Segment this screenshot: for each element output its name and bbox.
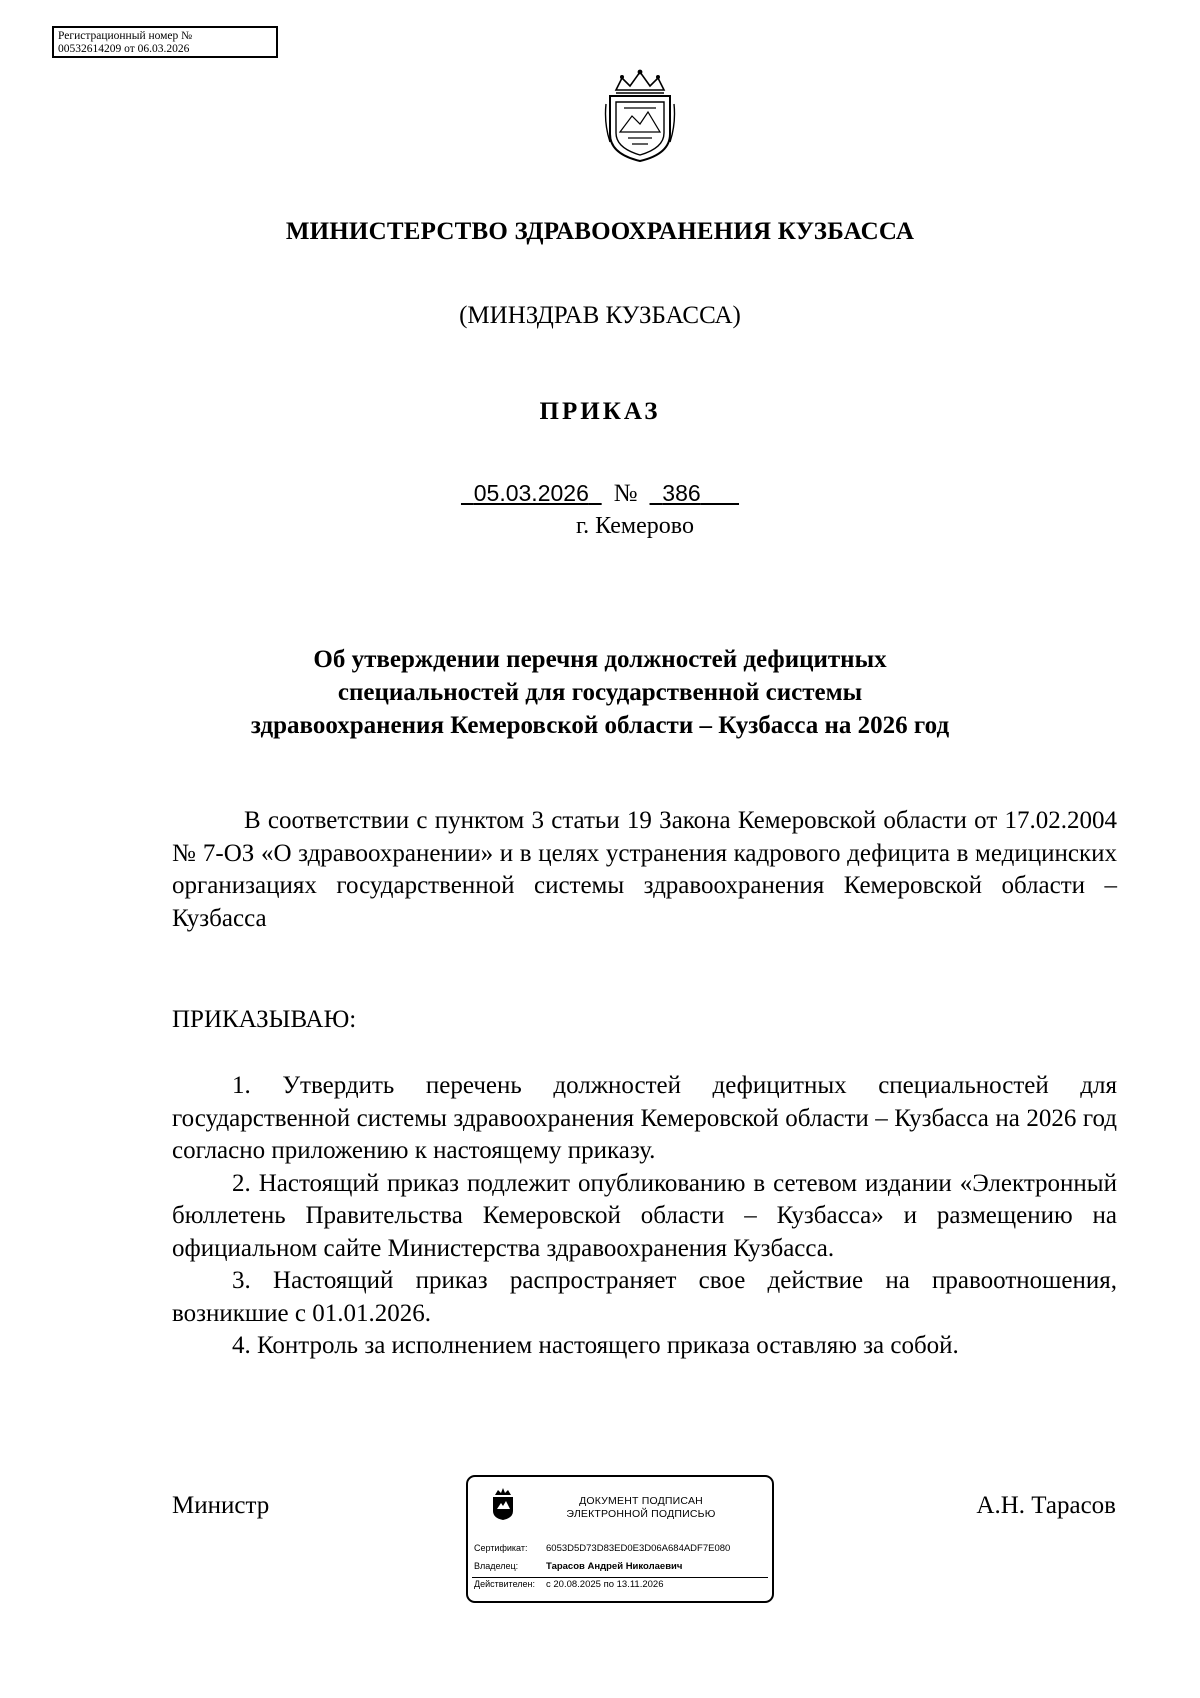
stamp-certificate-row (474, 1543, 730, 1554)
ministry-name: МИНИСТЕРСТВО ЗДРАВООХРАНЕНИЯ КУЗБАССА (285, 218, 915, 245)
validity-label: Действителен: (474, 1579, 536, 1589)
number-sign: № (613, 480, 638, 507)
order-date: 05.03.2026 (473, 480, 589, 506)
stamp-owner-row (474, 1561, 682, 1572)
certificate-value: 6053D5D73D83ED0E3D06A684ADF7E080 (546, 1543, 731, 1554)
registration-label: Регистрационный номер № (58, 30, 193, 42)
coat-of-arms-icon (602, 68, 678, 164)
order-item-3: 3. Настоящий приказ распространяет свое действие на правоотношения, возникшие с 01.01.2026. (172, 1267, 1117, 1327)
signatory-name: А.Н. Тарасов (976, 1492, 1116, 1519)
stamp-divider (472, 1577, 768, 1578)
subject-line-2: специальностей для государственной системы (337, 679, 863, 706)
preamble-paragraph: В соответствии с пунктом 3 статьи 19 Закона Кемеровской области от 17.02.2004 № 7-ОЗ «О здравоохранении» и в целях устранения кадрового дефицита в медицинских организациях государственной системы здравоохранения Кемеровской области – Кузбасса (172, 807, 1117, 932)
stamp-heading (526, 1495, 756, 1521)
order-subject (150, 643, 1050, 742)
stamp-validity-row (474, 1579, 663, 1590)
registration-number: 00532614209 от 06.03.2026 (58, 43, 190, 55)
validity-value: с 20.08.2025 по 13.11.2026 (546, 1579, 664, 1590)
registration-box (52, 26, 278, 58)
order-items (172, 1070, 1117, 1363)
subject-line-3: здравоохранения Кемеровской области – Кузбасса на 2026 год (250, 712, 950, 739)
subject-line-1: Об утверждении перечня должностей дефицитных (313, 646, 887, 673)
electronic-signature-stamp (466, 1475, 774, 1603)
order-item-4: 4. Контроль за исполнением настоящего приказа оставляю за собой. (232, 1332, 959, 1359)
date-number-line (0, 480, 1200, 508)
stamp-heading-line-2: ЭЛЕКТРОННОЙ ПОДПИСЬЮ (566, 1508, 716, 1520)
order-item-1: 1. Утвердить перечень должностей дефицитных специальностей для государственной системы здравоохранения Кемеровской области – Кузбасса на 2026 год согласно приложению к настоящему приказу. (172, 1072, 1117, 1164)
document-type-title: ПРИКАЗ (539, 398, 661, 425)
order-number: 386 (662, 480, 701, 506)
order-item-2: 2. Настоящий приказ подлежит опубликованию в сетевом издании «Электронный бюллетень Правительства Кемеровской области – Кузбасса» и размещению на официальном сайте Министерства здравоохранения Кузбасса. (172, 1169, 1117, 1262)
ministry-short-name: (МИНЗДРАВ КУЗБАССА) (459, 302, 741, 329)
stamp-emblem-icon (490, 1487, 516, 1521)
owner-value: Тарасов Андрей Николаевич (546, 1561, 683, 1572)
signatory-position: Министр (172, 1492, 270, 1519)
certificate-label: Сертификат: (474, 1543, 528, 1553)
stamp-heading-line-1: ДОКУМЕНТ ПОДПИСАН (579, 1495, 703, 1507)
owner-label: Владелец: (474, 1561, 519, 1571)
city: г. Кемерово (576, 513, 694, 539)
orders-word: ПРИКАЗЫВАЮ: (172, 1006, 357, 1033)
